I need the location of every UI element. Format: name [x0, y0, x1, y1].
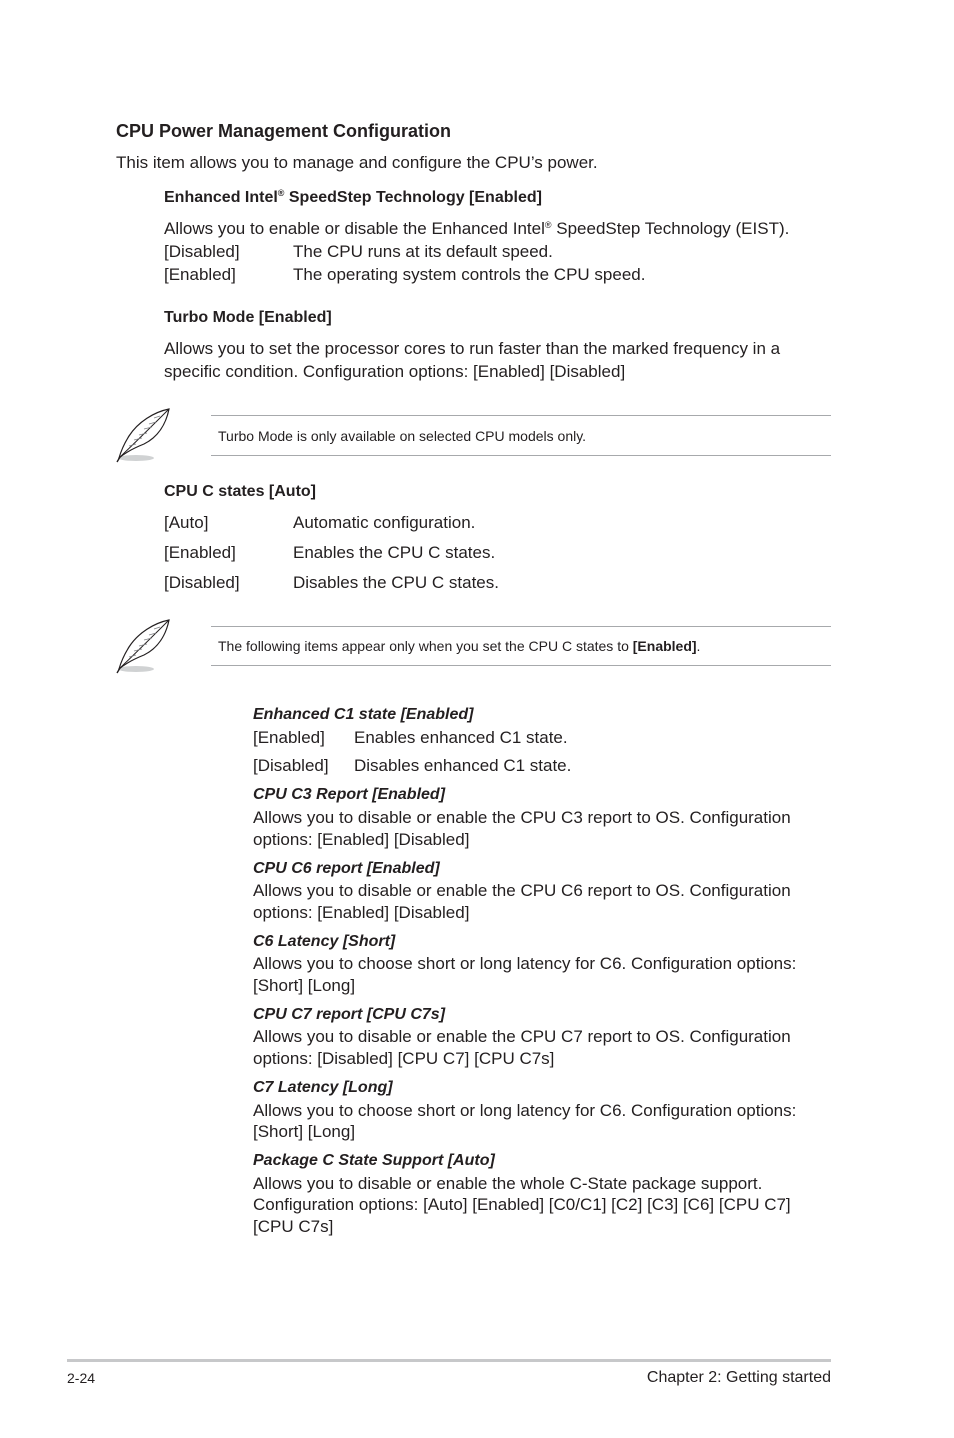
c7-latency-description-line: [Short] [Long] — [253, 1122, 356, 1141]
c7-latency-description-line: Allows you to choose short or long latency for C6. Configuration options: — [253, 1101, 797, 1120]
c6-description-line: Allows you to disable or enable the CPU C6 report to OS. Configuration — [253, 881, 791, 900]
eist-option-desc: The CPU runs at its default speed. — [293, 242, 553, 261]
section-title: CPU Power Management Configuration — [116, 121, 452, 141]
note-top-rule — [211, 626, 831, 627]
c7-description-line: Allows you to disable or enable the CPU C7 report to OS. Configuration — [253, 1027, 791, 1046]
note-bottom-rule — [211, 455, 831, 456]
c6-title: CPU C6 report [Enabled] — [253, 860, 440, 877]
c1-option-desc: Enables enhanced C1 state. — [354, 728, 568, 747]
note-bottom-rule — [211, 665, 831, 666]
c6-latency-description-line: [Short] [Long] — [253, 976, 356, 995]
turbo-description-line: specific condition. Configuration options: [Enabled] [Disabled] — [164, 362, 626, 381]
c1-option-key: [Disabled] — [253, 756, 329, 775]
note-text: Turbo Mode is only available on selected CPU models only. — [218, 428, 587, 444]
turbo-title: Turbo Mode [Enabled] — [164, 309, 332, 326]
turbo-description-line: Allows you to set the processor cores to run faster than the marked frequency in a — [164, 339, 781, 358]
c1-option-key: [Enabled] — [253, 728, 325, 747]
c3-title: CPU C3 Report [Enabled] — [253, 786, 446, 803]
c6-latency-title: C6 Latency [Short] — [253, 933, 396, 950]
c6-latency-description-line: Allows you to choose short or long latency for C6. Configuration options: — [253, 954, 797, 973]
c7-latency-title: C7 Latency [Long] — [253, 1079, 393, 1096]
package-cstate-description-line: Configuration options: [Auto] [Enabled] [C0/C1] [C2] [C3] [C6] [CPU C7] — [253, 1195, 791, 1214]
cstates-option-desc: Disables the CPU C states. — [293, 573, 499, 592]
note-text: The following items appear only when you set the CPU C states to [Enabled]. — [218, 638, 701, 654]
footer-rule — [67, 1359, 831, 1362]
feather-pen-icon — [114, 406, 172, 464]
cstates-option-key: [Auto] — [164, 513, 209, 532]
c6-description-line: options: [Enabled] [Disabled] — [253, 903, 470, 922]
c3-description-line: Allows you to disable or enable the CPU C3 report to OS. Configuration — [253, 808, 791, 827]
cstates-option-key: [Enabled] — [164, 543, 236, 562]
section-intro: This item allows you to manage and configure the CPU’s power. — [116, 153, 598, 172]
cstates-option-desc: Enables the CPU C states. — [293, 543, 496, 562]
cstates-title: CPU C states [Auto] — [164, 483, 317, 500]
c7-description-line: options: [Disabled] [CPU C7] [CPU C7s] — [253, 1049, 555, 1068]
c7-title: CPU C7 report [CPU C7s] — [253, 1006, 446, 1023]
page-number: 2-24 — [67, 1370, 96, 1386]
package-cstate-title: Package C State Support [Auto] — [253, 1152, 495, 1169]
package-cstate-description-line: [CPU C7s] — [253, 1217, 334, 1236]
package-cstate-description-line: Allows you to disable or enable the whole C-State package support. — [253, 1174, 763, 1193]
eist-description: Allows you to enable or disable the Enhanced Intel® SpeedStep Technology (EIST). — [164, 219, 790, 238]
c3-description-line: options: [Enabled] [Disabled] — [253, 830, 470, 849]
note-top-rule — [211, 415, 831, 416]
eist-option-key: [Enabled] — [164, 265, 236, 284]
eist-title: Enhanced Intel® SpeedStep Technology [Enabled] — [164, 188, 542, 206]
chapter-label: Chapter 2: Getting started — [646, 1369, 831, 1386]
c1-title: Enhanced C1 state [Enabled] — [253, 706, 474, 723]
cstates-option-desc: Automatic configuration. — [293, 513, 476, 532]
eist-option-key: [Disabled] — [164, 242, 240, 261]
cstates-option-key: [Disabled] — [164, 573, 240, 592]
feather-pen-icon — [114, 617, 172, 675]
eist-option-desc: The operating system controls the CPU speed. — [293, 265, 646, 284]
c1-option-desc: Disables enhanced C1 state. — [354, 756, 572, 775]
